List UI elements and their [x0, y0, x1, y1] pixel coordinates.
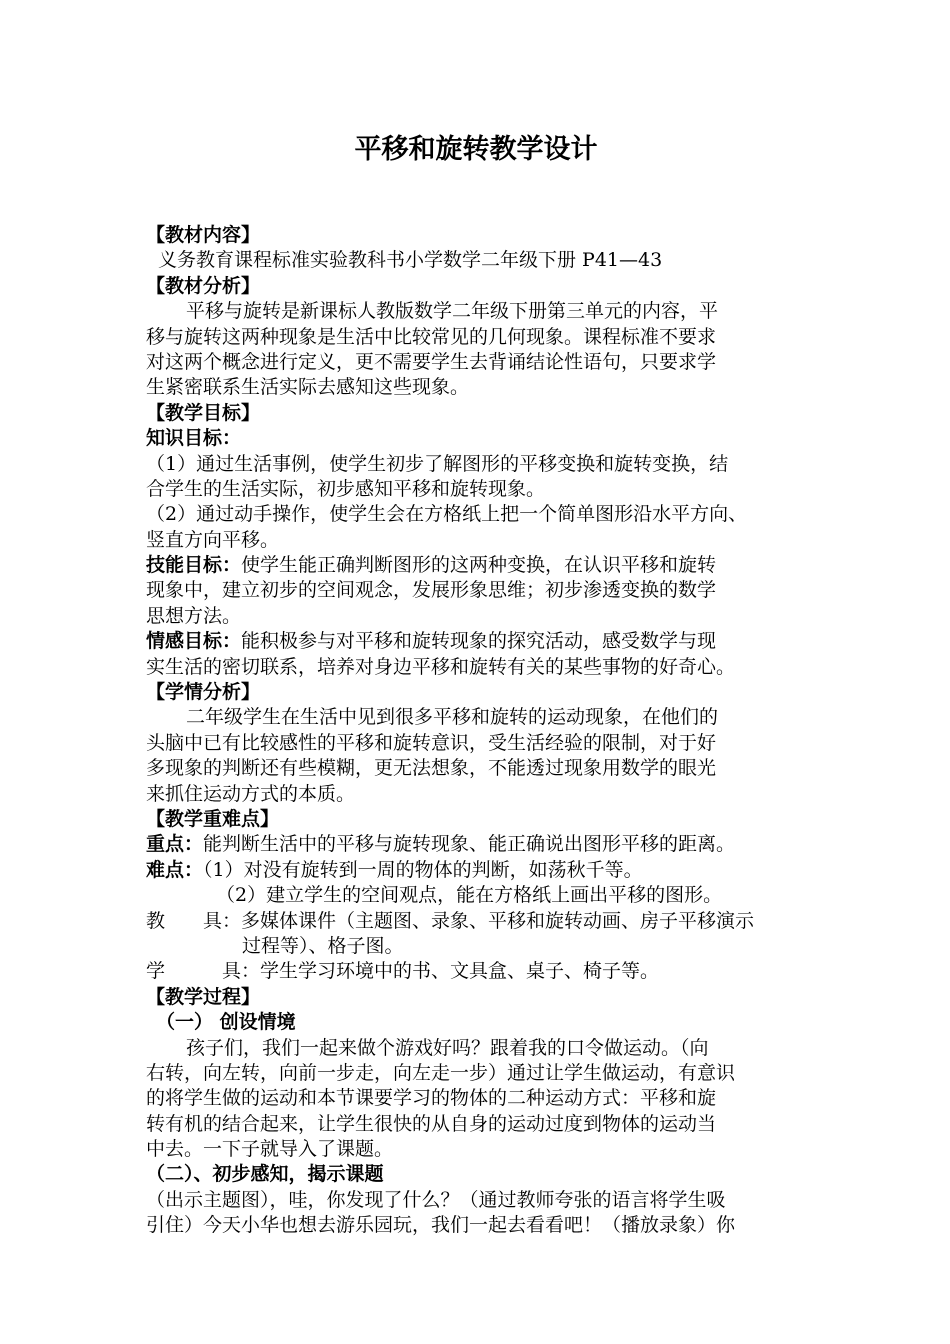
paragraph-line: 来抓住运动方式的本质。 [146, 782, 356, 805]
paragraph-line: 孩子们，我们一起来做个游戏好吗？跟着我的口令做运动。（向 [186, 1036, 709, 1059]
paragraph-line: 对这两个概念进行定义，更不需要学生去背诵结论性语句，只要求学 [146, 350, 717, 373]
inline-text: （1）对没有旋转到一周的物体的判断，如荡秋千等。 [203, 858, 643, 881]
paragraph-line: 思想方法。 [146, 604, 242, 627]
section-heading: 【教学重难点】 [146, 807, 280, 830]
paragraph-line: 移与旋转这两种现象是生活中比较常见的几何现象。课程标准不要求 [146, 325, 717, 348]
paragraph-line: 中去。一下子就导入了课题。 [146, 1138, 394, 1161]
paragraph-line: 合学生的生活实际，初步感知平移和旋转现象。 [146, 477, 546, 500]
subheading: （二）、初步感知，揭示课题 [146, 1163, 384, 1186]
inline-label: 重点： [146, 833, 204, 856]
paragraph-line: （2）通过动手操作，使学生会在方格纸上把一个简单图形沿水平方向、 [146, 503, 748, 526]
section-heading: 【学情分析】 [146, 681, 261, 704]
inline-text: 使学生能正确判断图形的这两种变换，在认识平移和旋转 [241, 554, 717, 577]
paragraph-line: 二年级学生在生活中见到很多平移和旋转的运动现象，在他们的 [186, 706, 719, 729]
paragraph-line: 学 具：学生学习环境中的书、文具盒、桌子、椅子等。 [146, 960, 660, 983]
inline-label: 情感目标： [146, 630, 242, 653]
paragraph-line: 平移与旋转是新课标人教版数学二年级下册第三单元的内容，平 [186, 300, 719, 323]
section-heading: 【教学目标】 [146, 401, 261, 424]
page-title: 平移和旋转教学设计 [354, 134, 598, 165]
paragraph-line: 实生活的密切联系，培养对身边平移和旋转有关的某些事物的好奇心。 [146, 655, 736, 678]
inline-label: 技能目标： [146, 554, 242, 577]
paragraph-line: 生紧密联系生活实际去感知这些现象。 [146, 376, 470, 399]
paragraph-line: 转有机的结合起来，让学生很快的从自身的运动过度到物体的运动当 [146, 1112, 717, 1135]
paragraph-line: 过程等）、格子图。 [242, 934, 404, 957]
document-body [146, 223, 826, 1239]
paragraph-line [146, 832, 826, 857]
inline-text: 能判断生活中的平移与旋转现象、能正确说出图形平移的距离。 [203, 833, 736, 856]
inline-label: 难点： [146, 858, 204, 881]
paragraph-line: 竖直方向平移。 [146, 528, 280, 551]
subheading: （一） 创设情境 [156, 1011, 296, 1034]
paragraph-line [146, 553, 826, 578]
paragraph-line: （2）建立学生的空间观点，能在方格纸上画出平移的图形。 [216, 884, 723, 907]
paragraph-line: 多现象的判断还有些模糊，更无法想象，不能透过现象用数学的眼光 [146, 757, 717, 780]
paragraph-line: 义务教育课程标准实验教科书小学数学二年级下册 P41—43 [158, 249, 663, 272]
section-heading: 【教材分析】 [146, 274, 261, 297]
paragraph-line: 引住）今天小华也想去游乐园玩，我们一起去看看吧！（播放录象）你 [146, 1214, 736, 1237]
paragraph-line: 教 具：多媒体课件（主题图、录象、平移和旋转动画、房子平移演示 [146, 909, 755, 932]
subheading: 知识目标： [146, 427, 242, 450]
section-heading: 【教材内容】 [146, 224, 261, 246]
paragraph-line: （1）通过生活事例，使学生初步了解图形的平移变换和旋转变换，结 [146, 452, 729, 475]
paragraph-line [146, 629, 826, 654]
paragraph-line: 头脑中已有比较感性的平移和旋转意识，受生活经验的限制，对于好 [146, 731, 717, 754]
paragraph-line [146, 858, 826, 883]
paragraph-line: 现象中，建立初步的空间观念，发展形象思维；初步渗透变换的数学 [146, 579, 717, 602]
inline-text: 能积极参与对平移和旋转现象的探究活动，感受数学与现 [241, 630, 717, 653]
paragraph-line: 右转，向左转，向前一步走，向左走一步）通过让学生做运动，有意识 [146, 1061, 736, 1084]
section-heading: 【教学过程】 [146, 985, 261, 1008]
paragraph-line: （出示主题图），哇，你发现了什么？（通过教师夸张的语言将学生吸 [146, 1188, 726, 1211]
paragraph-line: 的将学生做的运动和本节课要学习的物体的二种运动方式：平移和旋 [146, 1087, 717, 1110]
